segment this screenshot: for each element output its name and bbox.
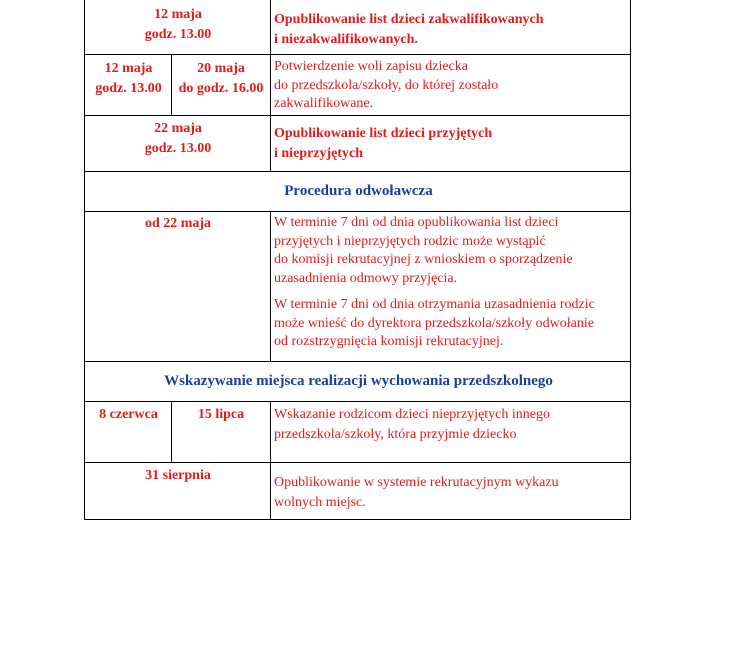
row-divider [84, 54, 631, 55]
row-divider [84, 462, 631, 463]
row6-date: 31 sierpnia [145, 468, 211, 483]
row2-start-date: 12 maja godz. 13.00 [95, 61, 162, 96]
row4-date: od 22 maja [144, 216, 212, 231]
row1-description: Opublikowanie list dzieci zakwalifikowanych i niezakwalifikowanych. [274, 12, 544, 47]
row-divider [84, 115, 631, 116]
row-divider [84, 171, 631, 172]
row4-paragraph-1: W terminie 7 dni od dnia opublikowania list dzieci przyjętych i nieprzyjętych rodzic może wystąpić do komisji rekrutacyjnej z wnioskiem o sporządzenie uzasadnienia odmowy przyjęcia. [274, 215, 573, 286]
time-line: godz. 13.00 [144, 26, 212, 42]
row-divider [84, 361, 631, 362]
row3-description: Opublikowanie list dzieci przyjętych i nieprzyjętych [274, 126, 493, 161]
row3-date: 22 maja godz. 13.00 [144, 121, 212, 156]
row2-end-date: 20 maja do godz. 16.00 [178, 61, 264, 96]
row2-description: Potwierdzenie woli zapisu dziecka do przedszkola/szkoły, do której zostało zakwalifikowane. [274, 59, 499, 111]
column-divider [270, 401, 271, 520]
row-divider [84, 401, 631, 402]
section-heading-appeal: Procedura odwoławcza [284, 183, 433, 199]
row5-description: Wskazanie rodzicom dzieci nieprzyjętych innego przedszkola/szkoły, która przyjmie dziecko [274, 407, 550, 442]
row-divider [84, 211, 631, 212]
row4-paragraph-2: W terminie 7 dni od dnia otrzymania uzasadnienia rodzic może wnieść do dyrektora przedszkola/szkoły odwołanie od rozstrzygnięcia komisji rekrutacyjnej. [274, 297, 595, 349]
section-heading-preschool-placement: Wskazywanie miejsca realizacji wychowania przedszkolnego [164, 373, 553, 389]
row5-end-date: 15 lipca [197, 407, 245, 422]
column-divider [270, 211, 271, 361]
date-line: 12 maja [154, 7, 202, 22]
row1-date [86, 5, 270, 44]
row5-start-date: 8 czerwca [99, 407, 158, 422]
column-divider [270, 0, 271, 171]
row6-description: Opublikowanie w systemie rekrutacyjnym wykazu wolnych miejsc. [274, 475, 559, 510]
